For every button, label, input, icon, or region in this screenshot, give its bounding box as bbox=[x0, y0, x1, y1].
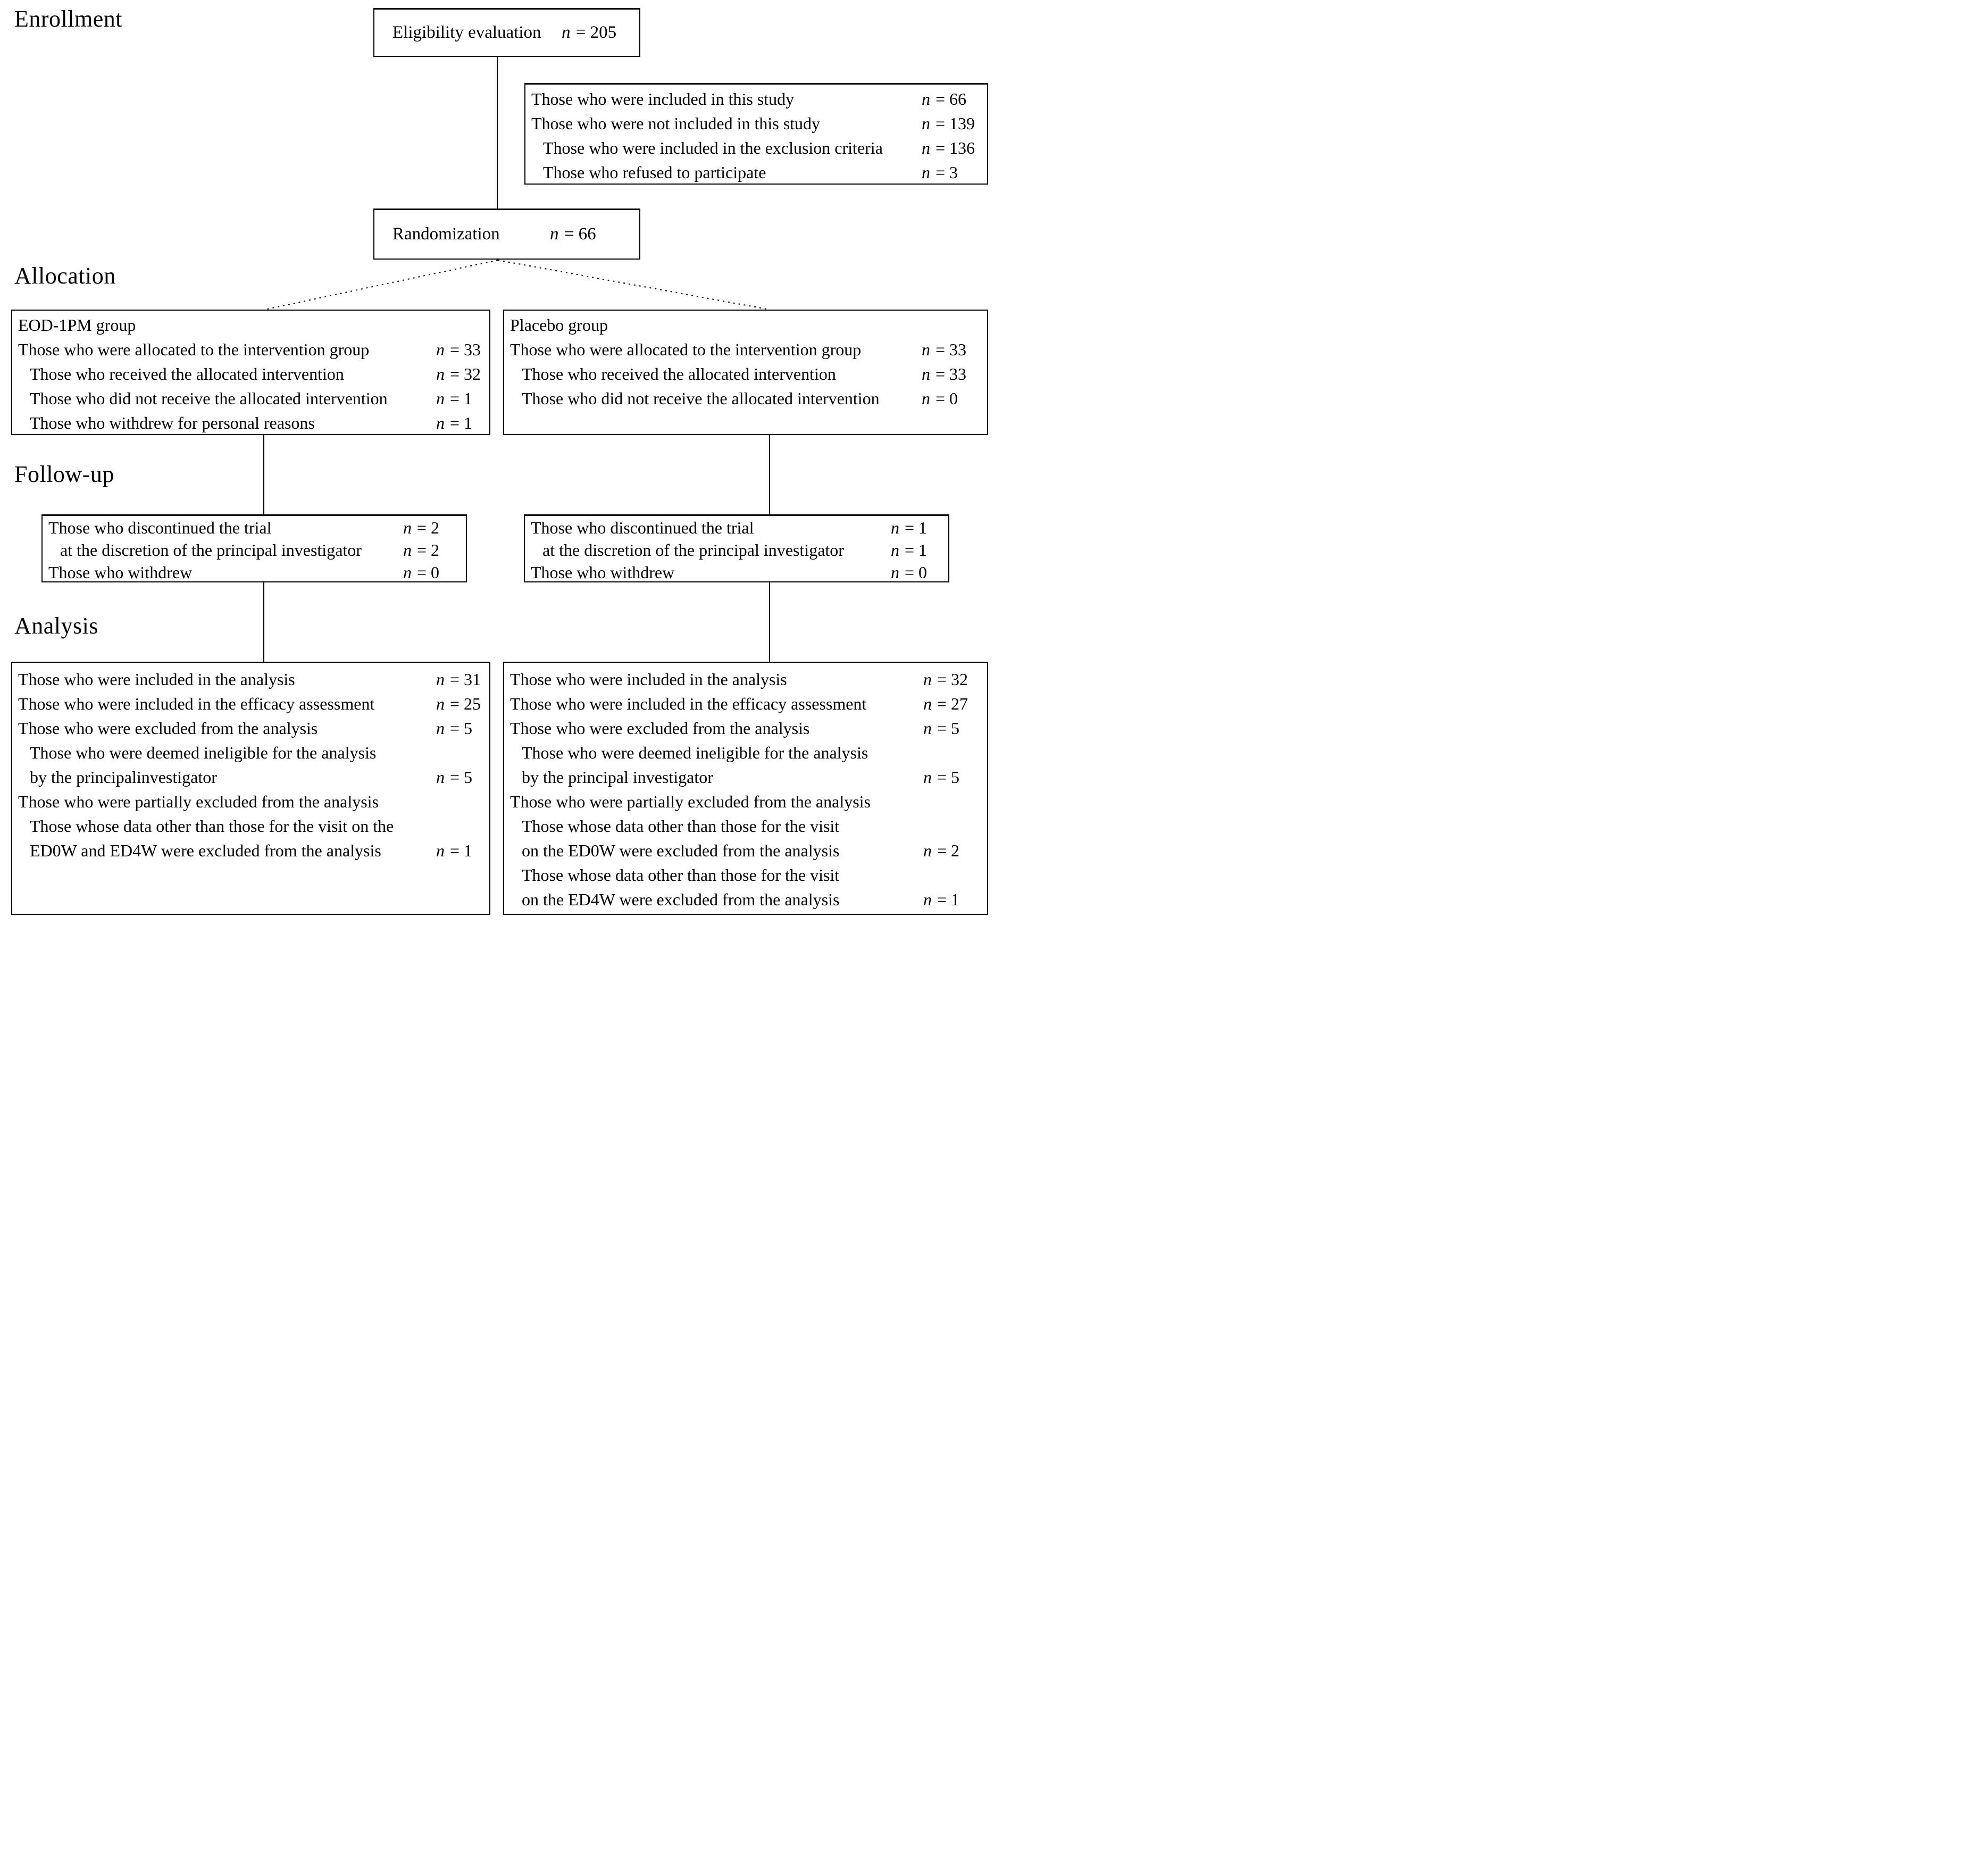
row-label: Those who discontinued the trial bbox=[531, 518, 754, 537]
flow-row bbox=[531, 160, 983, 185]
flow-row bbox=[18, 838, 485, 863]
eligibility-n-value: n = 205 bbox=[562, 23, 617, 42]
row-n-value: n = 1 bbox=[436, 389, 473, 408]
flow-row bbox=[531, 561, 944, 584]
n-symbol: n bbox=[550, 224, 559, 244]
row-n-value: n = 33 bbox=[922, 364, 967, 384]
row-label: Those who were excluded from the analysis bbox=[510, 719, 810, 738]
n-symbol: n bbox=[922, 163, 930, 182]
n-symbol: n bbox=[403, 518, 412, 537]
row-n-value: n = 31 bbox=[436, 670, 481, 689]
row-n-value: n = 5 bbox=[923, 719, 960, 738]
n-symbol: n bbox=[436, 413, 445, 432]
n-symbol: n bbox=[436, 340, 445, 359]
row-label: Those who were included in the efficacy assessment bbox=[18, 694, 375, 713]
n-symbol: n bbox=[403, 540, 412, 560]
connector-randomization-placebo-dotted bbox=[498, 260, 770, 310]
row-label: Those who were included in the exclusion criteria bbox=[543, 138, 883, 157]
flow-row bbox=[510, 337, 983, 362]
flow-row bbox=[531, 136, 983, 160]
not-included-rows bbox=[525, 85, 987, 185]
n-symbol: n bbox=[923, 670, 932, 689]
followup-box-eod1pm bbox=[41, 514, 467, 582]
flow-row bbox=[18, 765, 485, 789]
n-symbol: n bbox=[922, 364, 930, 384]
row-label: Those who were partially excluded from the analysis bbox=[510, 792, 871, 811]
flow-row bbox=[18, 691, 485, 716]
row-label: Those who received the allocated intervention bbox=[522, 364, 836, 384]
eligibility-evaluation-box bbox=[373, 8, 640, 57]
section-label-followup: Follow-up bbox=[14, 461, 114, 487]
flow-row bbox=[18, 337, 485, 362]
row-label: on the ED0W were excluded from the analysis bbox=[522, 841, 840, 860]
flow-row bbox=[18, 740, 485, 765]
row-label: Those who withdrew bbox=[48, 563, 193, 582]
row-label: Those who were allocated to the intervention group bbox=[18, 340, 370, 359]
row-label: Those who withdrew for personal reasons bbox=[30, 413, 315, 432]
flow-row bbox=[510, 667, 983, 691]
connector-randomization-eod1pm-dotted bbox=[265, 260, 498, 310]
row-n-value: n = 139 bbox=[922, 114, 975, 133]
row-n-value: n = 5 bbox=[923, 768, 960, 787]
group-title-row bbox=[18, 313, 485, 337]
flow-row bbox=[18, 362, 485, 386]
flow-row bbox=[510, 789, 983, 814]
n-symbol: n bbox=[436, 719, 445, 738]
allocation-eod1pm-rows bbox=[12, 311, 489, 435]
row-n-value: n = 66 bbox=[922, 89, 967, 109]
n-symbol: n bbox=[436, 670, 445, 689]
analysis-box-placebo bbox=[503, 662, 988, 915]
row-n-value: n = 1 bbox=[436, 413, 473, 432]
row-label: Those who were included in the analysis bbox=[510, 670, 787, 689]
row-n-value: n = 136 bbox=[922, 138, 975, 157]
analysis-box-eod1pm bbox=[11, 662, 490, 915]
n-symbol: n bbox=[891, 563, 899, 582]
row-label: Those whose data other than those for the visit on the bbox=[30, 816, 394, 836]
row-label: at the discretion of the principal investigator bbox=[542, 540, 844, 560]
section-label-enrollment: Enrollment bbox=[14, 6, 122, 32]
flow-row bbox=[510, 386, 983, 411]
row-n-value: n = 33 bbox=[922, 340, 967, 359]
flow-row bbox=[48, 561, 462, 584]
row-label: Those who received the allocated intervention bbox=[30, 364, 344, 384]
row-n-value: n = 3 bbox=[922, 163, 958, 182]
row-label: Those who did not receive the allocated intervention bbox=[522, 389, 880, 408]
row-label: Those who were not included in this study bbox=[531, 114, 821, 133]
n-symbol: n bbox=[436, 389, 445, 408]
allocation-box-eod1pm bbox=[11, 310, 490, 435]
n-symbol: n bbox=[891, 540, 899, 560]
row-label: Those who did not receive the allocated intervention bbox=[30, 389, 388, 408]
n-symbol: n bbox=[436, 768, 445, 787]
n-symbol: n bbox=[436, 694, 445, 713]
row-label: ED0W and ED4W were excluded from the analysis bbox=[30, 841, 381, 860]
row-label: Those whose data other than those for the visit bbox=[522, 816, 840, 836]
flow-row bbox=[531, 516, 944, 539]
eligibility-label: Eligibility evaluation bbox=[392, 23, 541, 42]
row-n-value: n = 2 bbox=[403, 518, 440, 537]
row-label: by the principalinvestigator bbox=[30, 768, 217, 787]
n-symbol: n bbox=[923, 768, 932, 787]
n-symbol: n bbox=[923, 719, 932, 738]
flow-row bbox=[18, 411, 485, 435]
row-label: Those who discontinued the trial bbox=[48, 518, 272, 537]
n-symbol: n bbox=[922, 138, 930, 157]
row-n-value: n = 2 bbox=[923, 841, 960, 860]
followup-placebo-rows bbox=[525, 516, 948, 584]
row-label: Those whose data other than those for the visit bbox=[522, 865, 840, 885]
group-title-placebo: Placebo group bbox=[510, 315, 608, 335]
flow-row bbox=[48, 516, 462, 539]
analysis-placebo-rows bbox=[504, 663, 987, 912]
row-label: Those who were included in the analysis bbox=[18, 670, 295, 689]
row-n-value: n = 5 bbox=[436, 768, 473, 787]
row-label: Those who refused to participate bbox=[543, 163, 766, 182]
row-n-value: n = 32 bbox=[923, 670, 968, 689]
n-symbol: n bbox=[922, 89, 930, 109]
flow-row bbox=[510, 362, 983, 386]
row-n-value: n = 0 bbox=[403, 563, 440, 582]
flow-row bbox=[510, 863, 983, 887]
row-n-value: n = 0 bbox=[922, 389, 958, 408]
row-label: Those who withdrew bbox=[531, 563, 675, 582]
n-symbol: n bbox=[436, 841, 445, 860]
n-symbol: n bbox=[403, 563, 412, 582]
not-included-detail-box bbox=[524, 83, 988, 185]
flow-row bbox=[510, 691, 983, 716]
n-symbol: n bbox=[923, 694, 932, 713]
n-symbol: n bbox=[562, 23, 571, 42]
flow-row bbox=[18, 789, 485, 814]
row-n-value: n = 33 bbox=[436, 340, 481, 359]
group-title-eod1pm: EOD-1PM group bbox=[18, 315, 136, 335]
row-label: Those who were deemed ineligible for the analysis bbox=[522, 743, 868, 762]
row-label: on the ED4W were excluded from the analysis bbox=[522, 890, 840, 909]
flow-row bbox=[510, 838, 983, 863]
row-n-value: n = 32 bbox=[436, 364, 481, 384]
section-label-analysis: Analysis bbox=[14, 613, 98, 639]
row-n-value: n = 5 bbox=[436, 719, 473, 738]
randomization-n-value: n = 66 bbox=[550, 224, 596, 244]
row-label: by the principal investigator bbox=[522, 768, 713, 787]
flow-row bbox=[531, 111, 983, 136]
n-symbol: n bbox=[923, 890, 932, 909]
row-n-value: n = 2 bbox=[403, 540, 440, 560]
n-symbol: n bbox=[436, 364, 445, 384]
row-label: Those who were included in this study bbox=[531, 89, 795, 109]
row-n-value: n = 1 bbox=[436, 841, 473, 860]
row-n-value: n = 1 bbox=[923, 890, 960, 909]
followup-eod1pm-rows bbox=[43, 516, 466, 584]
flow-row bbox=[510, 740, 983, 765]
row-label: Those who were partially excluded from the analysis bbox=[18, 792, 379, 811]
flow-row bbox=[531, 87, 983, 111]
row-n-value: n = 27 bbox=[923, 694, 968, 713]
analysis-eod1pm-rows bbox=[12, 663, 489, 863]
row-n-value: n = 0 bbox=[891, 563, 928, 582]
consort-flow-diagram bbox=[0, 0, 994, 933]
flow-row bbox=[510, 716, 983, 740]
flow-row bbox=[18, 667, 485, 691]
flow-row bbox=[510, 887, 983, 912]
n-symbol: n bbox=[891, 518, 899, 537]
row-label: Those who were excluded from the analysis bbox=[18, 719, 318, 738]
flow-row bbox=[18, 386, 485, 411]
randomization-label: Randomization bbox=[392, 224, 500, 244]
row-label: Those who were allocated to the intervention group bbox=[510, 340, 862, 359]
n-symbol: n bbox=[922, 389, 930, 408]
row-n-value: n = 1 bbox=[891, 540, 928, 560]
flow-row bbox=[531, 539, 944, 561]
section-label-allocation: Allocation bbox=[14, 263, 116, 289]
n-symbol: n bbox=[922, 114, 930, 133]
flow-row bbox=[510, 814, 983, 838]
allocation-placebo-rows bbox=[504, 311, 987, 411]
row-n-value: n = 25 bbox=[436, 694, 481, 713]
row-label: Those who were deemed ineligible for the analysis bbox=[30, 743, 377, 762]
allocation-box-placebo bbox=[503, 310, 988, 435]
followup-box-placebo bbox=[524, 514, 949, 582]
row-n-value: n = 1 bbox=[891, 518, 928, 537]
n-symbol: n bbox=[922, 340, 930, 359]
row-label: at the discretion of the principal investigator bbox=[60, 540, 362, 560]
n-symbol: n bbox=[923, 841, 932, 860]
flow-row bbox=[18, 716, 485, 740]
group-title-row bbox=[510, 313, 983, 337]
row-label: Those who were included in the efficacy assessment bbox=[510, 694, 867, 713]
flow-row bbox=[510, 765, 983, 789]
flow-row bbox=[18, 814, 485, 838]
randomization-box bbox=[373, 209, 640, 260]
flow-row bbox=[48, 539, 462, 561]
